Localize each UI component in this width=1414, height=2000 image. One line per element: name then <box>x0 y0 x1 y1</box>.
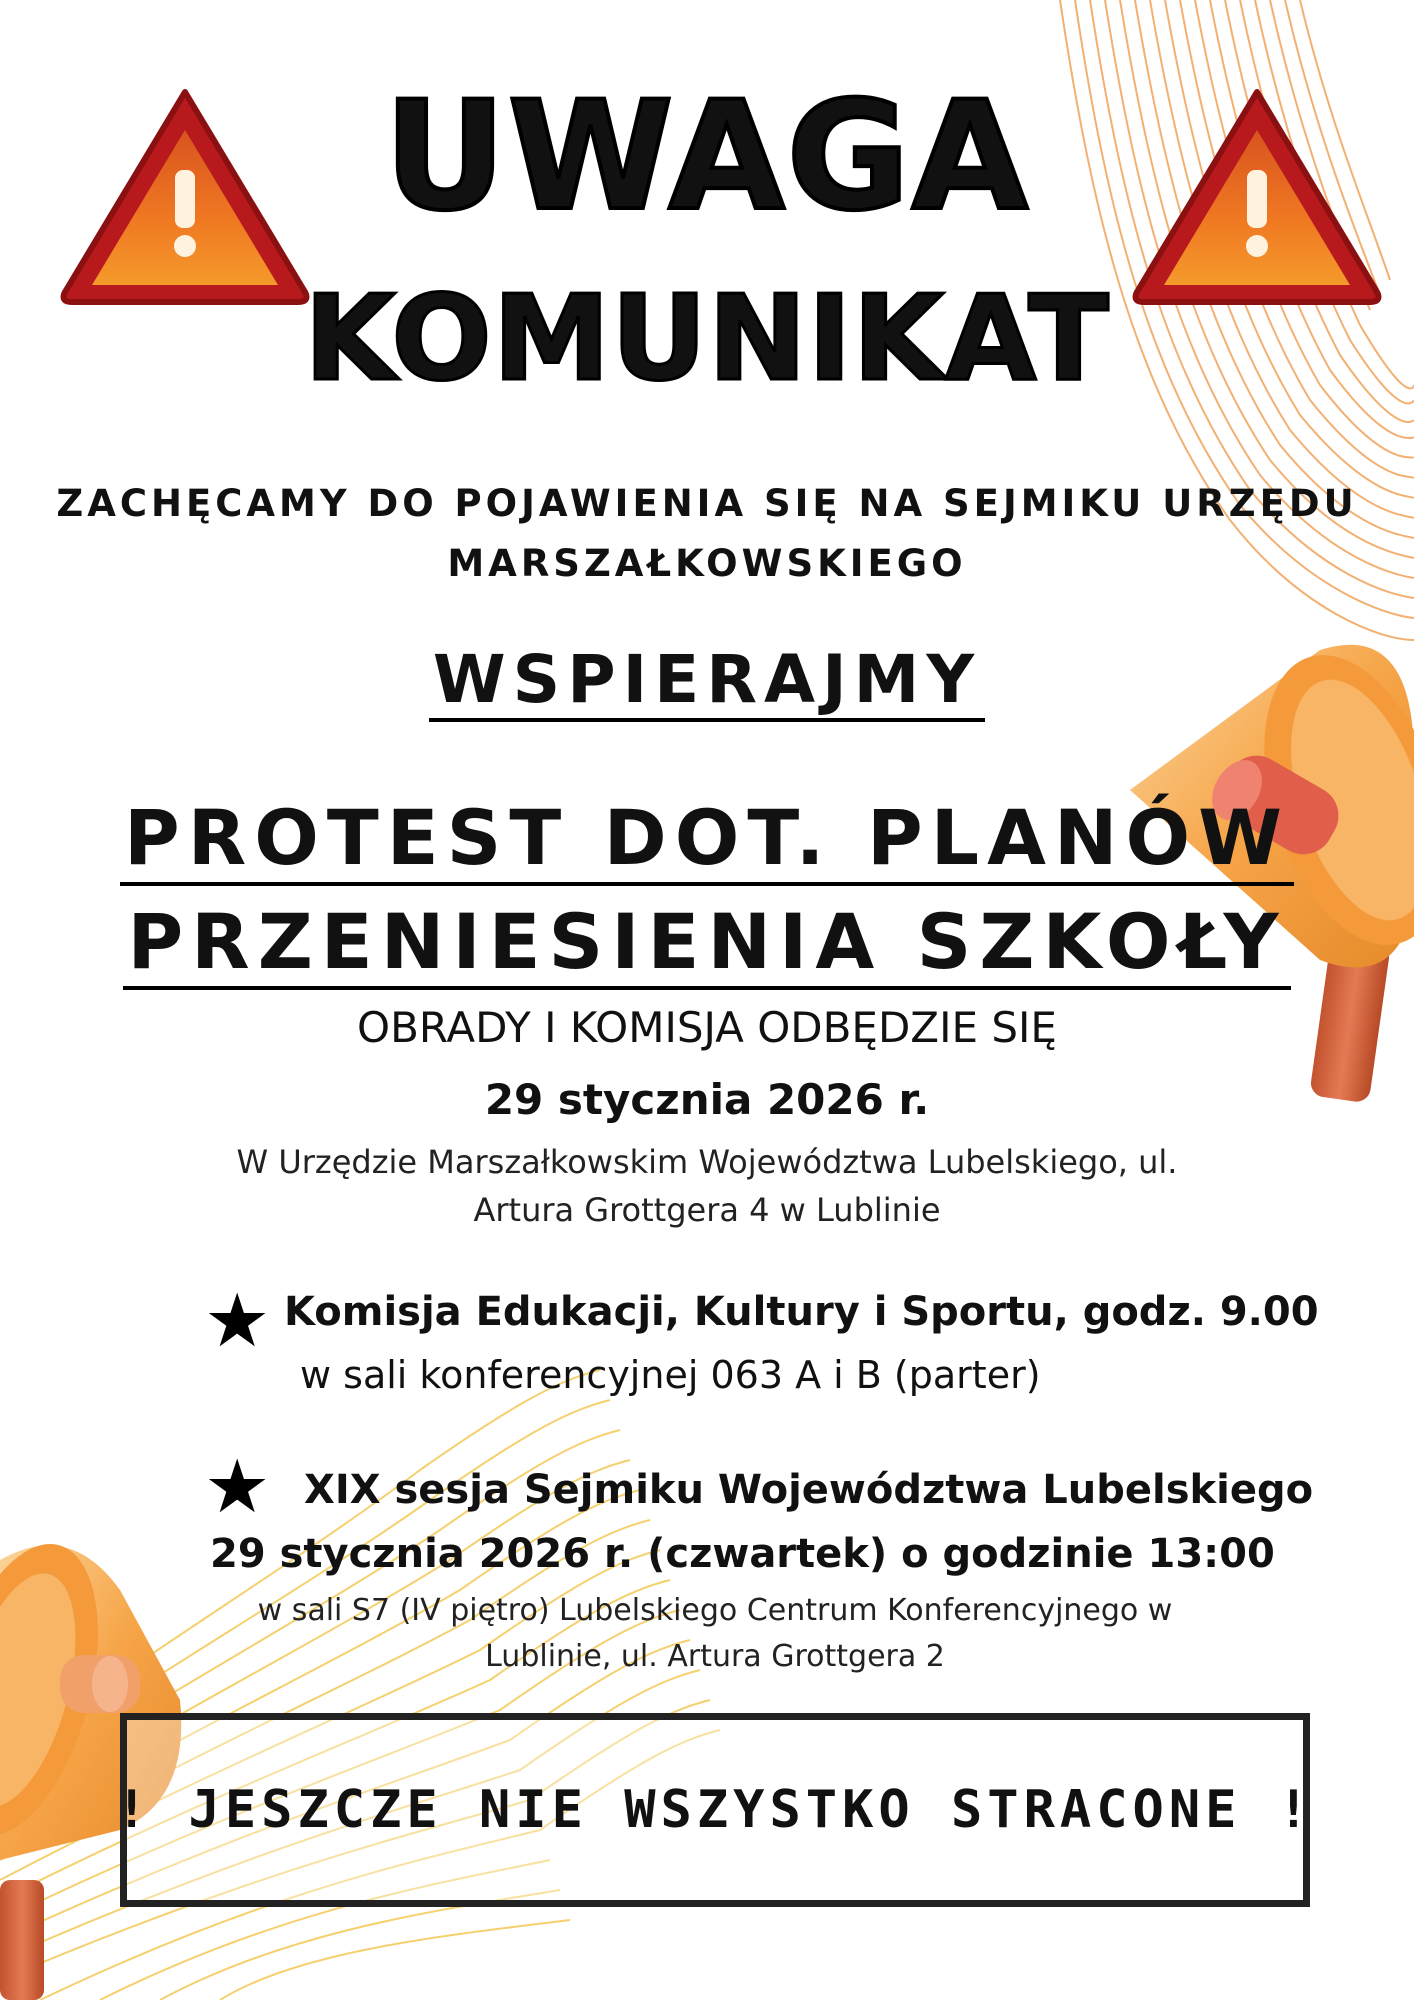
protest-line-1: PROTEST DOT. PLANÓW <box>120 793 1294 886</box>
protest-heading <box>0 786 1414 994</box>
title-komunikat: KOMUNIKAT <box>304 269 1110 407</box>
item-2-place-line-1: w sali S7 (IV piętro) Lubelskiego Centrum Konferencyjnego w <box>257 1593 1173 1628</box>
star-icon: ★ <box>204 1444 271 1530</box>
item-1-sub: w sali konferencyjnej 063 A i B (parter) <box>300 1353 1041 1397</box>
item-2-title: XIX sesja Sejmiku Województwa Lubelskiego <box>304 1467 1314 1513</box>
intro-text <box>0 474 1414 594</box>
meeting-place <box>0 1138 1414 1234</box>
intro-line-1: ZACHĘCAMY DO POJAWIENIA SIĘ NA SEJMIKU URZĘDU <box>56 482 1358 525</box>
final-banner <box>115 1713 1315 1907</box>
star-icon: ★ <box>204 1278 271 1364</box>
title-uwaga: UWAGA <box>384 70 1030 244</box>
item-2-place-line-2: Lublinie, ul. Artura Grottgera 2 <box>485 1639 945 1674</box>
meeting-place-line-2: Artura Grottgera 4 w Lublinie <box>473 1191 941 1229</box>
support-heading <box>0 640 1414 720</box>
item-1-title: Komisja Edukacji, Kultury i Sportu, godz. 9.00 <box>284 1289 1319 1335</box>
meeting-heading: OBRADY I KOMISJA ODBĘDZIE SIĘ <box>357 1003 1057 1052</box>
item-2-date: 29 stycznia 2026 r. (czwartek) o godzinie 13:00 <box>210 1531 1275 1577</box>
final-text: ! JESZCZE NIE WSZYSTKO STRACONE ! <box>115 1780 1315 1840</box>
protest-line-2: PRZENIESIENIA SZKOŁY <box>123 897 1290 990</box>
intro-line-2: MARSZAŁKOWSKIEGO <box>447 542 967 585</box>
meeting-date: 29 stycznia 2026 r. <box>484 1075 930 1124</box>
item-2-place <box>180 1588 1250 1680</box>
support-text: WSPIERAJMY <box>429 641 985 722</box>
meeting-place-line-1: W Urzędzie Marszałkowskim Województwa Lubelskiego, ul. <box>236 1143 1178 1181</box>
